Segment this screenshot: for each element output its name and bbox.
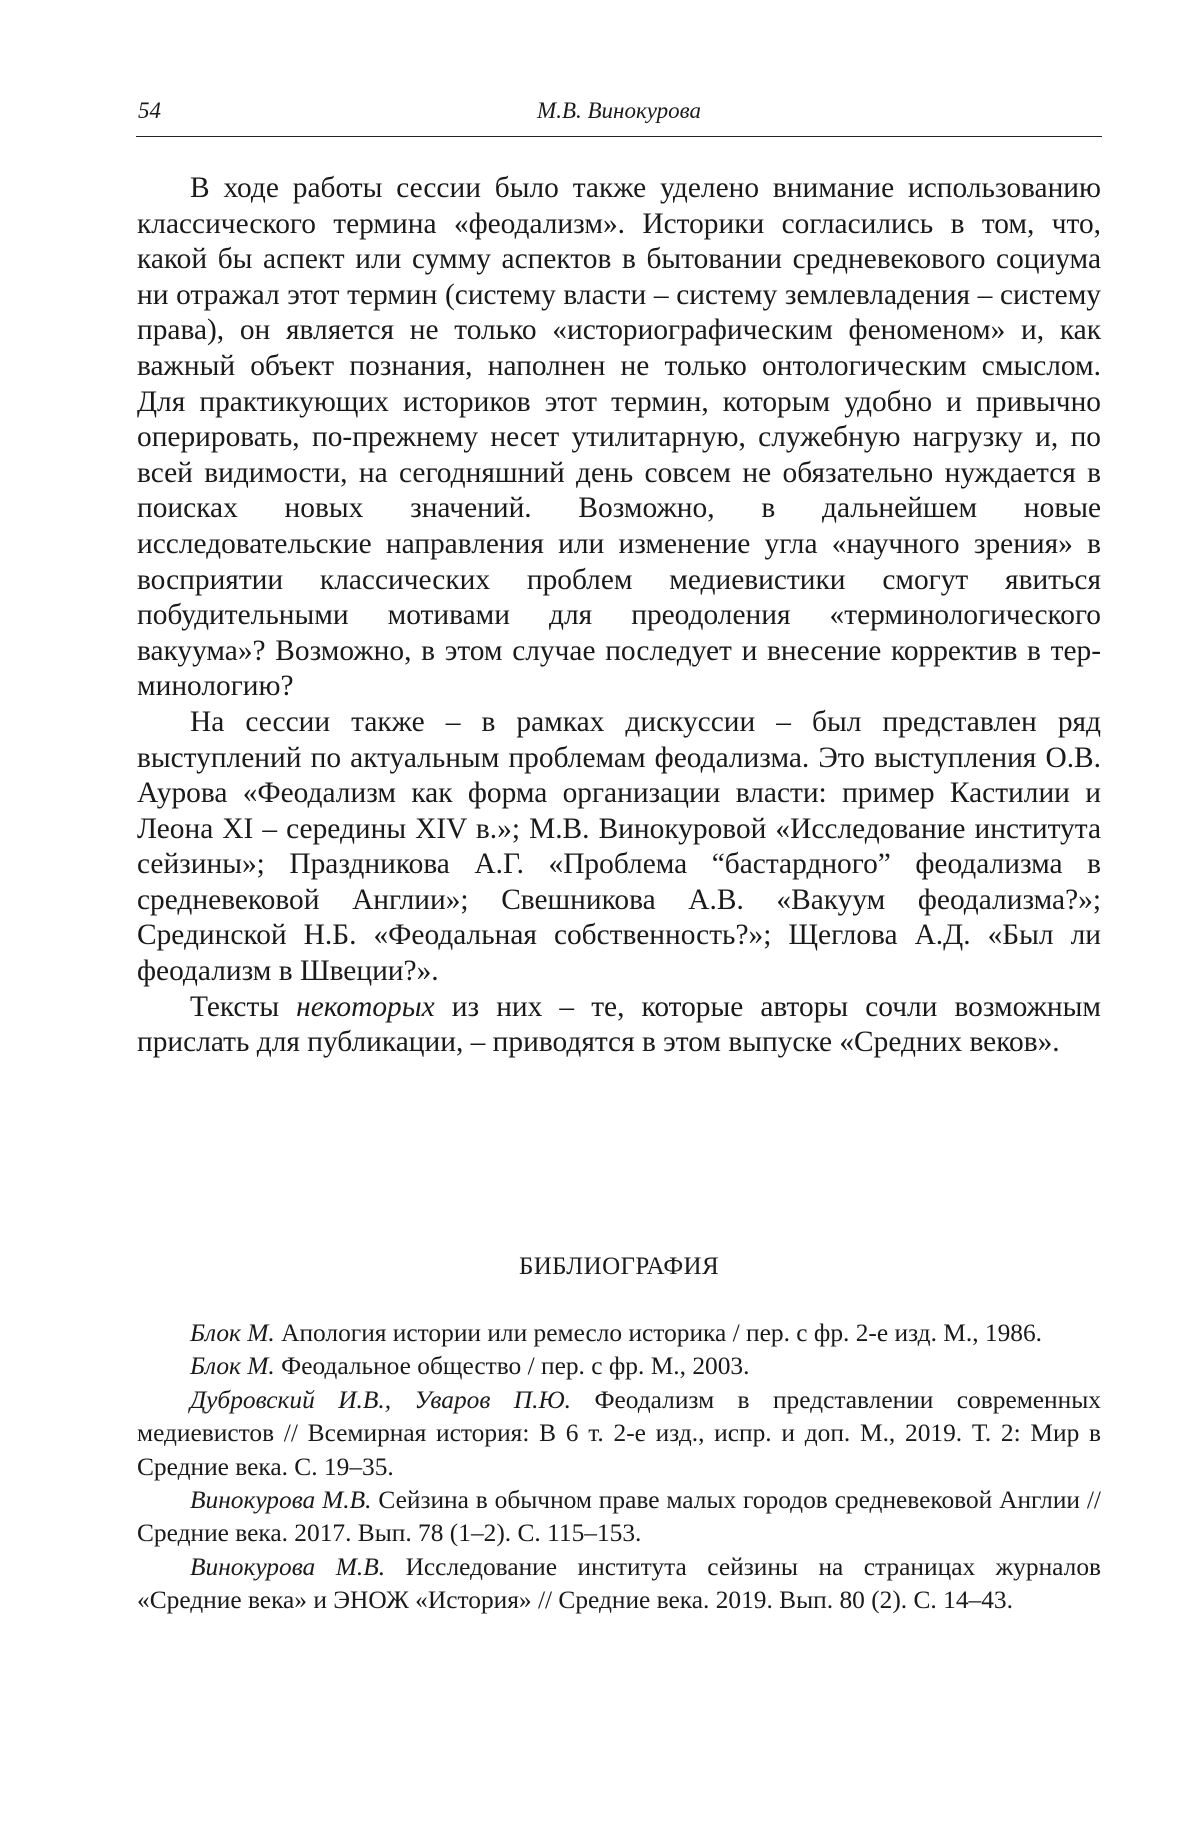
entry-author: Винокурова М.В. (190, 1486, 372, 1515)
paragraph-3 (137, 990, 1101, 1061)
entry-text: Сейзина в обычном праве малых городов средневековой Англии // Средние века. 2017. Вып. 78 (1–2). С. 115–153. (137, 1486, 1101, 1548)
bibliography-entry (137, 1551, 1101, 1618)
page-number: 54 (138, 98, 161, 123)
entry-text: Апология истории или ремесло историка / пер. с фр. 2-е изд. М., 1986. (274, 1319, 1043, 1347)
paragraph-3-start: Тексты (190, 990, 297, 1023)
bibliography-entry (137, 1350, 1101, 1383)
entry-text: Феодализм в представлении современных медиевистов // Всемирная история: В 6 т. 2-е изд., испр. и доп. М., 2019. Т. 2: Мир в Средние века. С. 19–35. (137, 1385, 1101, 1481)
bibliography-entry (137, 1484, 1101, 1551)
bibliography-entry (137, 1384, 1101, 1484)
bibliography-entry (137, 1317, 1101, 1350)
entry-author: Винокурова М.В. (190, 1552, 386, 1581)
main-text (137, 171, 1101, 1061)
bibliography-heading: БИБЛИОГРАФИЯ (518, 1253, 720, 1280)
paragraph-2: На сессии также – в рамках дискуссии – был представлен ряд выступлений по актуальным проблемам феодализма. Это выступления О.В. Аурова «Феодализм как форма организации власти: пример Кастилии и Леона XI – середины XIV в.»; М.В. Винокуровой «Исследование института сейзины»; Праздникова А.Г. «Проблема “бастардного” феодализма в средневековой Англии»; Свешникова А.В. «Вакуум феодализма?»; Срединской Н.Б. «Феодальная собственность?»; Щеглова А.Д. «Был ли феодализм в Швеции?». (137, 705, 1101, 988)
page-header (136, 96, 1102, 137)
paragraph-1: В ходе работы сессии было также уделено внимание использованию классического термина «феодализм». Историки согласились в том, что, какой бы аспект или сумму аспектов в бытовании средневекового социума ни отражал этот термин (систему власти – систему землевладения – систему права), он является не только «историографическим феноменом» и, как важный объект познания, наполнен не только онтологическим смыслом. Для практикующих историков этот термин, которым удобно и привычно оперировать, по-прежнему несет утилитарную, служебную нагрузку и, по всей видимости, на сегодняшний день совсем не обязательно нуждается в поисках новых значений. Возможно, в дальнейшем новые исследовательские направления или изменение угла «научного зрения» в восприятии классических проблем медиевистики смогут явиться побудительными мотивами для преодоления «терминологического вакуума»? Возможно, в этом случае последует и внесение корректив в терминологию? (137, 172, 1101, 703)
running-head: М.В. Винокурова (537, 98, 701, 123)
entry-author: Дубровский И.В., Уваров П.Ю. (190, 1385, 572, 1414)
entry-author: Блок М. (190, 1352, 275, 1381)
entry-author: Блок М. (190, 1319, 275, 1347)
paragraph-3-emphasis: некоторых (296, 990, 435, 1023)
bibliography-list (137, 1317, 1101, 1618)
entry-text: Исследование института сейзины на страницах журналов «Средние века» и ЭНОЖ «История» // Средние века. 2019. Вып. 80 (2). С. 14–43. (137, 1552, 1102, 1615)
entry-text: Феодальное общество / пер. с фр. М., 2003. (274, 1352, 750, 1381)
paragraph-3-end: из них – те, которые авторы сочли возможным прислать для публикации, – приводятся в этом выпуске «Средних веков». (137, 990, 1101, 1059)
